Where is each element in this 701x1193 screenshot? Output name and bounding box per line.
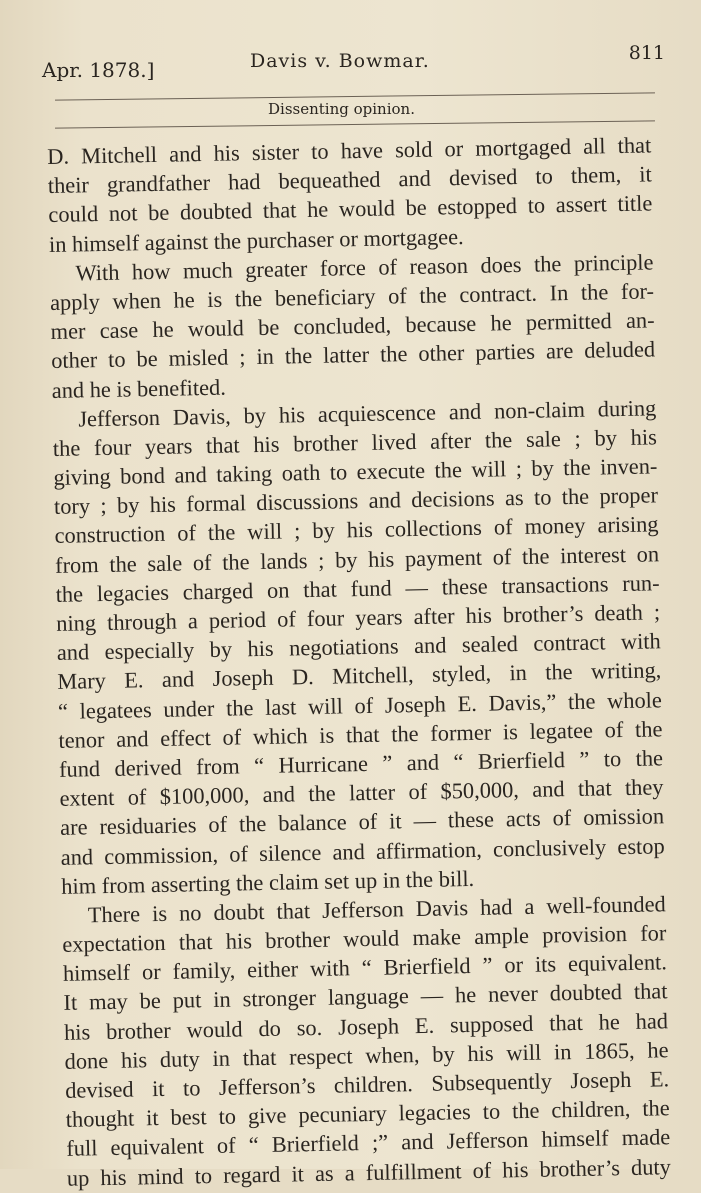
text-line: fund derived from “ Hurricane ” and “ Brierfield ” to the bbox=[58, 745, 664, 782]
text-line: “ legatees under the last will of Joseph E. Davis,” the whole bbox=[57, 686, 663, 724]
text-line: other to be misled ; in the latter the other parties are deluded bbox=[50, 336, 656, 374]
text-line: could not be doubted that he would be estopped to assert title bbox=[48, 190, 653, 228]
running-header bbox=[40, 40, 665, 84]
text-line: tory ; by his formal discussions and decisions as to the proper bbox=[53, 482, 659, 520]
text-line: D. Mitchell and his sister to have sold or mortgaged all that bbox=[47, 132, 652, 169]
text-line: tenor and effect of which is that the former is legatee of the bbox=[58, 716, 663, 753]
text-line: Mary E. and Joseph D. Mitchell, styled, in the writing, bbox=[57, 657, 662, 695]
text-line: ning through a period of four years after his brother’s death ; bbox=[56, 599, 661, 636]
text-line: and he is benefited. bbox=[51, 374, 227, 403]
text-line: the legacies charged on that fund — these transactions run- bbox=[55, 570, 660, 607]
text-line: giving bond and taking oath to execute the will ; by the inven- bbox=[53, 453, 658, 490]
text-line: devised it to Jefferson’s children. Subsequently Joseph E. bbox=[64, 1066, 670, 1103]
text-line: extent of $100,000, and the latter of $50,000, and that they bbox=[59, 774, 664, 812]
text-line: There is no doubt that Jefferson Davis had a well-founded bbox=[87, 891, 666, 928]
section-subheading: Dissenting opinion. bbox=[268, 100, 415, 118]
text-line: apply when he is the beneficiary of the contract. In the for- bbox=[49, 278, 655, 315]
text-line: thought it best to give pecuniary legacies to the children, the bbox=[65, 1095, 670, 1133]
text-line: him from asserting the claim set up in the bill. bbox=[61, 865, 475, 899]
text-line: are residuaries of the balance of it — these acts of omission bbox=[59, 803, 665, 841]
text-line: and commission, of silence and affirmation, conclusively estop bbox=[60, 832, 665, 870]
text-line: Jefferson Davis, by his acquiescence and non-claim during bbox=[78, 395, 657, 432]
text-line: It may be put in stronger language — he never doubted that bbox=[63, 978, 668, 1016]
text-line: his brother would do so. Joseph E. supposed that he had bbox=[63, 1007, 669, 1045]
header-case-title: Davis v. Bowmar. bbox=[250, 50, 430, 72]
text-line: and especially by his negotiations and sealed contract with bbox=[56, 628, 661, 666]
text-line: from the sale of the lands ; by his payment of the interest on bbox=[54, 540, 660, 578]
text-line: the four years that his brother lived after the sale ; by his bbox=[52, 424, 658, 461]
text-line: their grandfather had bequeathed and devised to them, it bbox=[47, 161, 652, 199]
text-line: full equivalent of “ Brierfield ;” and Jefferson himself made bbox=[66, 1124, 671, 1162]
text-line: With how much greater force of reason does the principle bbox=[75, 249, 654, 286]
page-number: 811 bbox=[628, 42, 665, 64]
header-rule-bottom bbox=[55, 120, 655, 128]
text-line: in himself against the purchaser or mortgagee. bbox=[48, 223, 464, 257]
text-line: himself or family, either with “ Brierfield ” or its equivalent. bbox=[62, 949, 668, 987]
text-line: up his mind to regard it as a fulfillment of his brother’s duty bbox=[66, 1153, 672, 1191]
header-date: Apr. 1878.] bbox=[42, 58, 155, 82]
text-line: done his duty in that respect when, by his will in 1865, he bbox=[64, 1037, 669, 1074]
text-line: mer case he would be concluded, because he permitted an- bbox=[50, 307, 655, 345]
text-line: construction of the will ; by his collections of money arising bbox=[54, 511, 659, 549]
body-text bbox=[47, 130, 671, 1192]
text-line: expectation that his brother would make ample provision for bbox=[62, 920, 667, 957]
